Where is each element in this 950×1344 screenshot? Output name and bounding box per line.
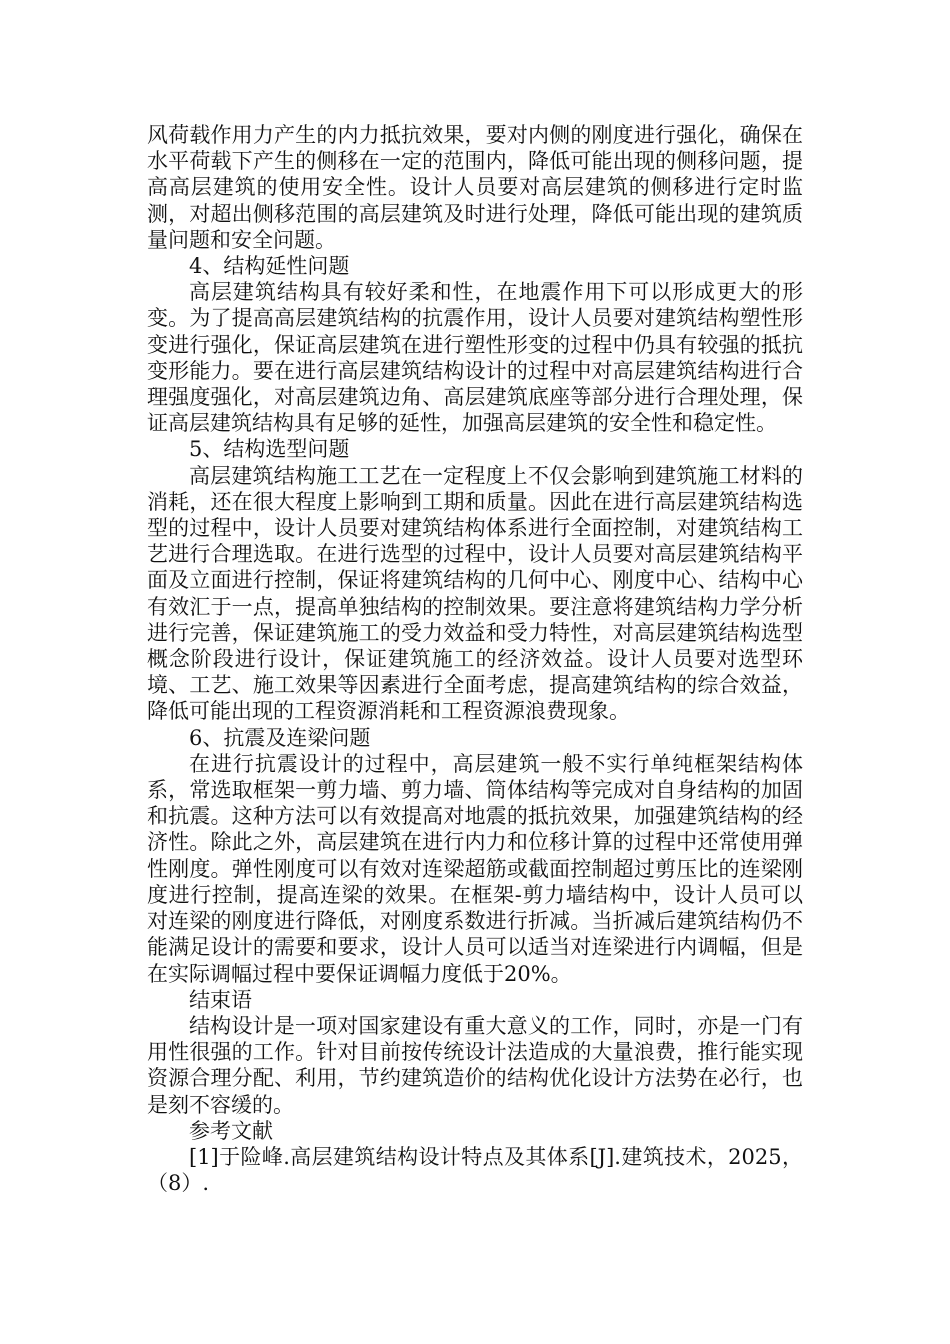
paragraph-wind-load: 风荷载作用力产生的内力抵抗效果，要对内侧的刚度进行强化，确保在水平荷载下产生的侧移在一定的范围内，降低可能出现的侧移问题，提高高层建筑的使用安全性。设计人员要对高层建筑的侧移进行定时监测，对超出侧移范围的高层建筑及时进行处理，降低可能出现的建筑质量问题和安全问题。 [147, 123, 803, 252]
heading-references: 参考文献 [189, 1118, 273, 1143]
paragraph-structure-selection: 高层建筑结构施工工艺在一定程度上不仅会影响到建筑施工材料的消耗，还在很大程度上影响到工期和质量。因此在进行高层建筑结构选型的过程中，设计人员要对建筑结构体系进行全面控制，对建筑结构工艺进行合理选取。在进行选型的过程中，设计人员要对高层建筑结构平面及立面进行控制，保证将建筑结构的几何中心、刚度中心、结构中心有效汇于一点，提高单独结构的控制效果。要注意将建筑结构力学分析进行完善，保证建筑施工的受力效益和受力特性，对高层建筑结构选型概念阶段进行设计，保证建筑施工的经济效益。设计人员要对选型环境、工艺、施工效果等因素进行全面考虑，提高建筑结构的综合效益，降低可能出现的工程资源消耗和工程资源浪费现象。 [147, 463, 803, 724]
heading-structure-selection: 5、结构选型问题 [189, 437, 350, 462]
paragraph-seismic-coupling-beam: 在进行抗震设计的过程中，高层建筑一般不实行单纯框架结构体系，常选取框架一剪力墙、剪力墙、筒体结构等完成对自身结构的加固和抗震。这种方法可以有效提高对地震的抵抗效果，加强建筑结构的经济性。除此之外，高层建筑在进行内力和位移计算的过程中还常使用弹性刚度。弹性刚度可以有效对连梁超筋或截面控制超过剪压比的连梁刚度进行控制，提高连梁的效果。在框架-剪力墙结构中，设计人员可以对连梁的刚度进行降低，对刚度系数进行折减。当折减后建筑结构仍不能满足设计的需要和要求，设计人员可以适当对连梁进行内调幅，但是在实际调幅过程中要保证调幅力度低于20%。 [147, 751, 803, 986]
document-body [147, 122, 803, 1196]
reference-item: [1]于险峰.高层建筑结构设计特点及其体系[J].建筑技术，2025，（8）. [147, 1144, 803, 1196]
heading-conclusion: 结束语 [189, 987, 252, 1012]
heading-ductility: 4、结构延性问题 [189, 254, 350, 279]
paragraph-conclusion: 结构设计是一项对国家建设有重大意义的工作，同时，亦是一门有用性很强的工作。针对目前按传统设计法造成的大量浪费，推行能实现资源合理分配、利用，节约建筑造价的结构优化设计方法势在必行，也是刻不容缓的。 [147, 1013, 803, 1117]
heading-seismic-coupling-beam: 6、抗震及连梁问题 [189, 725, 371, 750]
paragraph-ductility: 高层建筑结构具有较好柔和性，在地震作用下可以形成更大的形变。为了提高高层建筑结构的抗震作用，设计人员要对建筑结构塑性形变进行强化，保证高层建筑在进行塑性形变的过程中仍具有较强的抵抗变形能力。要在进行高层建筑结构设计的过程中对高层建筑结构进行合理强度强化，对高层建筑边角、高层建筑底座等部分进行合理处理，保证高层建筑结构具有足够的延性，加强高层建筑的安全性和稳定性。 [147, 280, 803, 436]
